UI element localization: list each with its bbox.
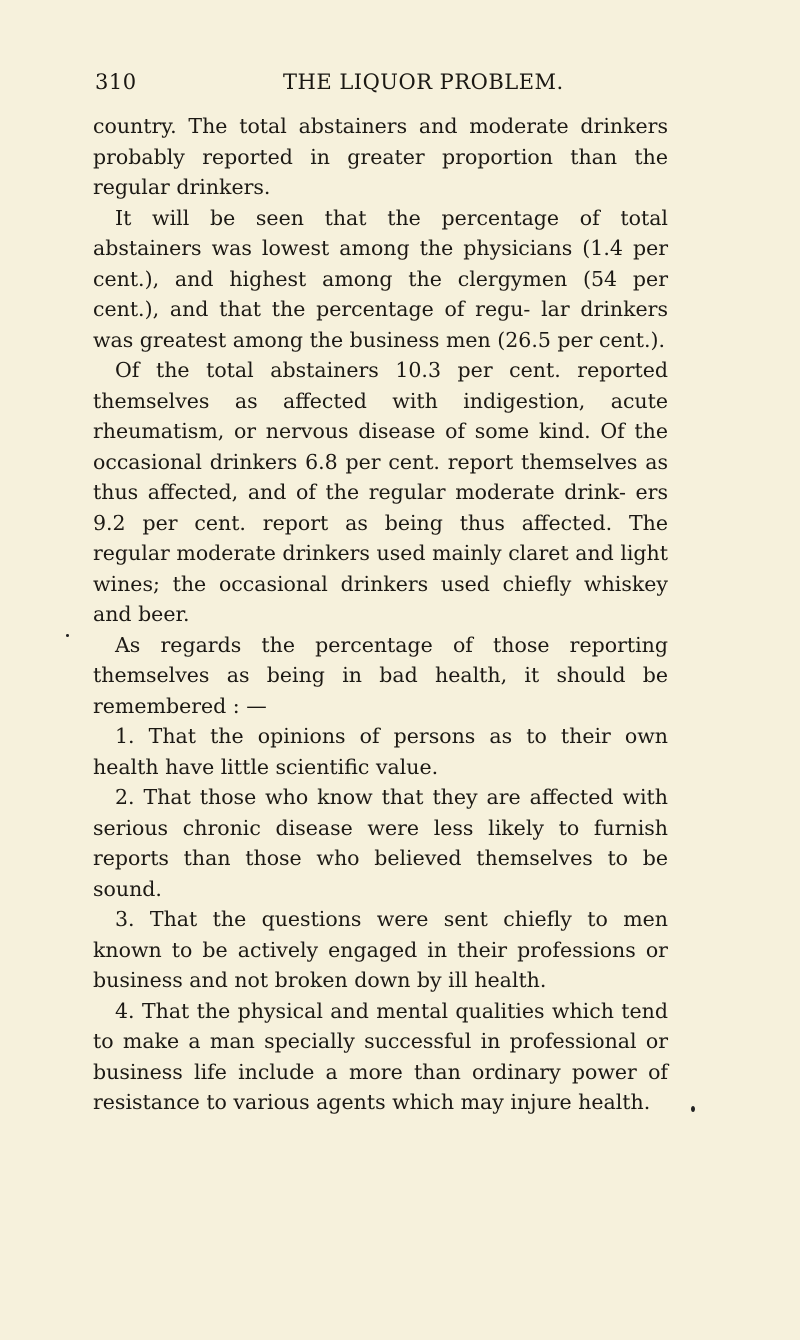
paragraph-affected-health: Of the total abstainers 10.3 per cent. reported themselves as affected with indigestion, acute rheumatism, or nervous disease of some kind. Of the occasional drinkers 6.8 per cent. report themselves as thus affected, and of the regular moderate drink- ers 9.2 per cent. report as being thus affected. The regular moderate drinkers used mainly claret and light wines; the occasional drinkers used chiefly whiskey and beer.	[93, 358, 668, 626]
list-item-2: 2. That those who know that they are affected with serious chronic disease were less likely to furnish reports than those who believed themselves to be sound.	[93, 785, 668, 901]
running-title: THE LIQUOR PROBLEM.	[283, 70, 564, 94]
list-item-3: 3. That the questions were sent chiefly to men known to be actively engaged in their professions or business and not broken down by ill health.	[93, 907, 668, 992]
margin-speck	[66, 634, 69, 637]
page-number: 310	[95, 70, 137, 94]
paragraph-abstainer-percentages: It will be seen that the percentage of total abstainers was lowest among the physicians (1.4 per cent.), and highest among the clergymen (54 per cent.), and that the percentage of regu- lar drinkers was greatest among the business men (26.5 per cent.).	[93, 205, 668, 352]
list-item-1: 1. That the opinions of persons as to their own health have little scientific value.	[93, 724, 668, 779]
list-item-4: 4. That the physical and mental qualities which tend to make a man specially successful in professional or business life include a more than ordinary power of resistance to various agents which may injure health.	[93, 998, 668, 1114]
margin-speck	[691, 1106, 695, 1112]
paragraph-continuation: country. The total abstainers and moderate drinkers probably reported in greater proportion than the regular drinkers.	[93, 114, 668, 199]
body-text	[93, 111, 668, 1118]
running-head	[95, 70, 640, 110]
paragraph-bad-health-intro: As regards the percentage of those reporting themselves as being in bad health, it should be remembered : —	[93, 632, 668, 718]
